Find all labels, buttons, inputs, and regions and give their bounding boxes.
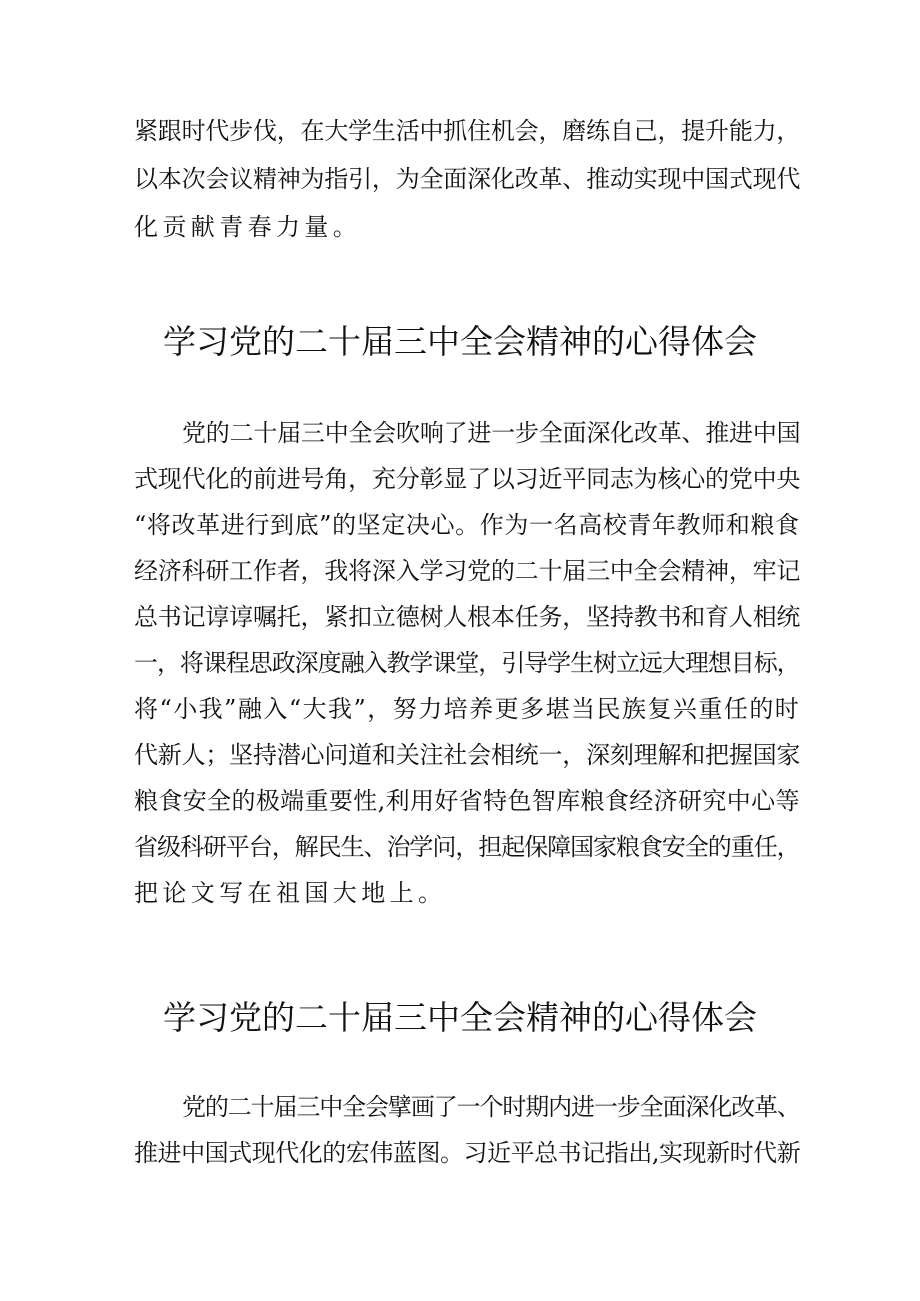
paragraph-line: 式现代化的前进号角，充分彰显了以习近平同志为核心的党中央 — [134, 465, 801, 493]
paragraph-line: 总书记谆谆嘱托，紧扣立德树人根本任务，坚持教书和育人相统 — [134, 603, 801, 631]
paragraph-line: 推进中国式现代化的宏伟蓝图。习近平总书记指出,实现新时代新 — [134, 1139, 801, 1167]
section-heading: 学习党的二十届三中全会精神的心得体会 — [163, 998, 757, 1037]
paragraph-line: 代新人；坚持潜心问道和关注社会相统一，深刻理解和把握国家 — [134, 741, 801, 769]
paragraph-line: 一，将课程思政深度融入教学课堂，引导学生树立远大理想目标， — [134, 649, 800, 677]
paragraph-line: 紧跟时代步伐，在大学生活中抓住机会，磨练自己，提升能力， — [134, 117, 801, 145]
paragraph-line: 以本次会议精神为指引，为全面深化改革、推动实现中国式现代 — [134, 165, 801, 193]
paragraph-line: 经济科研工作者，我将深入学习党的二十届三中全会精神，牢记 — [134, 557, 801, 585]
paragraph-line: 把论文写在祖国大地上。 — [134, 879, 447, 907]
paragraph-line: 党的二十届三中全会吹响了进一步全面深化改革、推进中国 — [182, 419, 801, 447]
paragraph-line: 党的二十届三中全会擘画了一个时期内进一步全面深化改革、 — [182, 1093, 800, 1121]
section-heading: 学习党的二十届三中全会精神的心得体会 — [163, 322, 757, 361]
paragraph-line: “将改革进行到底”的坚定决心。作为一名高校青年教师和粮食 — [134, 511, 800, 539]
paragraph-line: 将“小我”融入“大我”，努力培养更多堪当民族复兴重任的时 — [134, 695, 801, 723]
paragraph-line: 化贡献青春力量。 — [134, 213, 362, 241]
paragraph-line: 省级科研平台，解民生、治学问，担起保障国家粮食安全的重任， — [134, 833, 800, 861]
paragraph-line: 粮食安全的极端重要性,利用好省特色智库粮食经济研究中心等 — [134, 787, 800, 815]
